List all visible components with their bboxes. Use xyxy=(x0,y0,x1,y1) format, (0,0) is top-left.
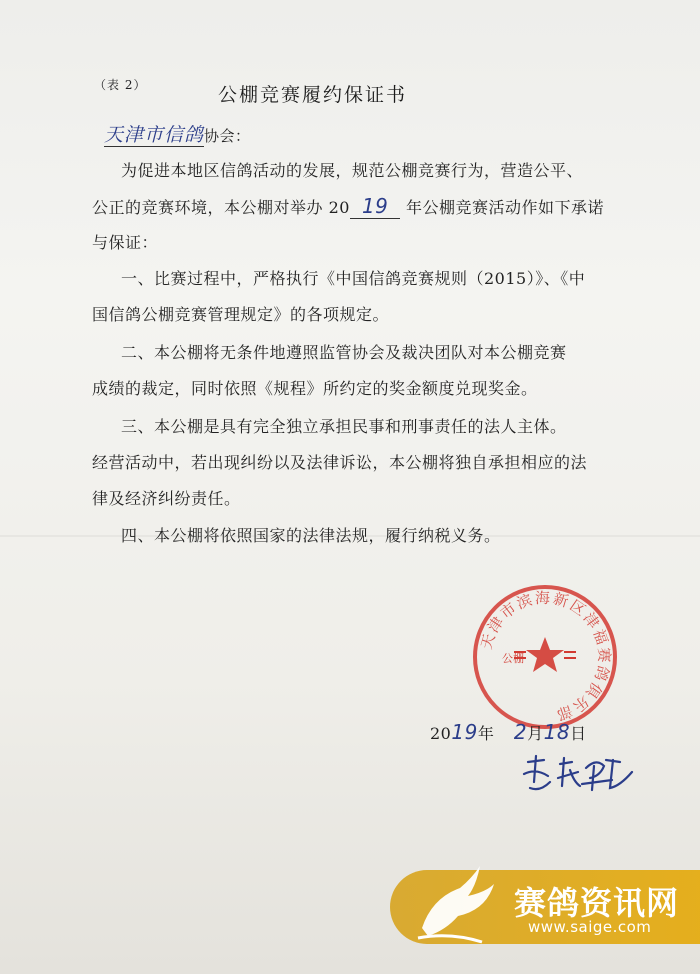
intro-line-2 xyxy=(92,194,604,218)
intro-line-3: 与保证： xyxy=(92,233,159,252)
addressee-handwritten: 天津市信鸽 xyxy=(104,124,205,146)
date-day-handwritten: 18 xyxy=(543,720,571,744)
date-month-handwritten: 2 xyxy=(513,720,528,744)
table-number: （表 2） xyxy=(94,78,147,92)
pigeon-logo-icon xyxy=(402,858,498,954)
item-1-line-2: 国信鸽公棚竞赛管理规定》的各项规定。 xyxy=(92,305,390,324)
item-3-line-2: 经营活动中，若出现纠纷以及法律诉讼，本公棚将独自承担相应的法 xyxy=(92,453,588,472)
addressee-suffix: 协会： xyxy=(204,127,251,145)
item-3-line-3: 律及经济纠纷责任。 xyxy=(92,489,241,508)
official-seal-stamp xyxy=(470,582,620,732)
date-year-label: 年 xyxy=(477,724,495,743)
date-prefix: 20 xyxy=(430,724,452,743)
date-year-handwritten: 19 xyxy=(451,720,478,744)
intro-line-2-post: 年公棚竞赛活动作如下承诺 xyxy=(400,198,604,217)
document-title: 公棚竞赛履约保证书 xyxy=(218,84,408,106)
watermark-site-name: 赛鸽资讯网 xyxy=(514,884,680,922)
stamp-center-text: 公棚 xyxy=(502,652,524,665)
intro-line-2-pre: 公正的竞赛环境，本公棚对举办 20 xyxy=(92,198,350,217)
item-2-line-2: 成绩的裁定，同时依照《规程》所约定的奖金额度兑现奖金。 xyxy=(92,379,538,398)
item-2-line-1: 二、本公棚将无条件地遵照监管协会及裁决团队对本公棚竞赛 xyxy=(121,343,567,362)
date-month-label: 月 xyxy=(527,724,544,743)
watermark-url: www.saige.com xyxy=(528,918,652,936)
stamp-ring-text: 天津市滨海新区津福赛鸽俱乐部 xyxy=(477,588,614,725)
item-1-line-1: 一、比赛过程中，严格执行《中国信鸽竞赛规则（2015）》、《中 xyxy=(121,269,586,288)
intro-line-1: 为促进本地区信鸽活动的发展，规范公棚竞赛行为，营造公平、 xyxy=(121,161,584,180)
intro-year-handwritten: 19 xyxy=(350,194,400,219)
date-line xyxy=(430,720,587,744)
handwritten-signature xyxy=(520,752,640,796)
item-3-line-1: 三、本公棚是具有完全独立承担民事和刑事责任的法人主体。 xyxy=(121,417,567,436)
item-4-line-1: 四、本公棚将依照国家的法律法规，履行纳税义务。 xyxy=(121,526,501,545)
date-day-label: 日 xyxy=(570,724,587,743)
addressee xyxy=(104,120,251,147)
stamp-star-icon xyxy=(526,637,564,672)
